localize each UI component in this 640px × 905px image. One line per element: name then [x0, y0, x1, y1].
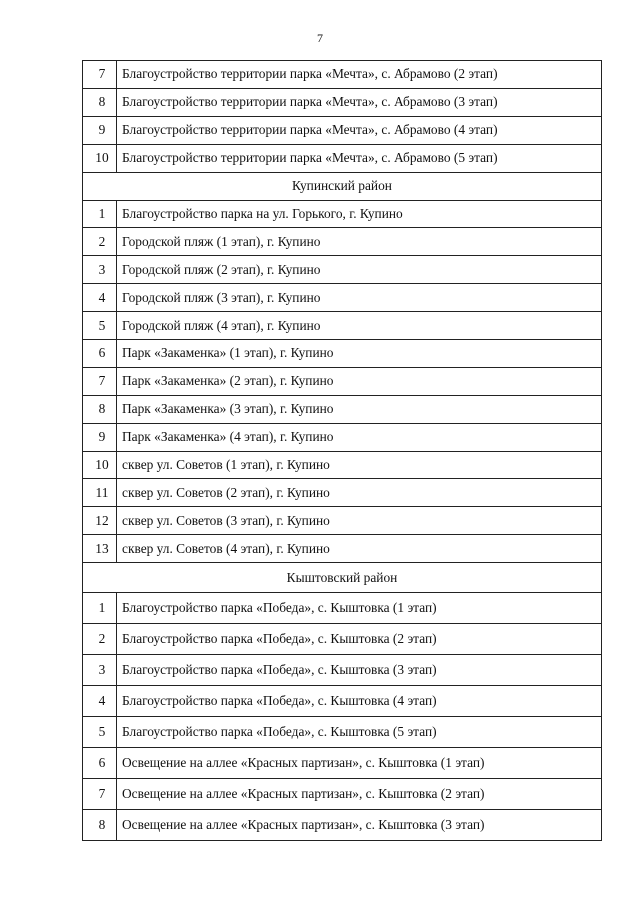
district-header: Купинский район [83, 172, 602, 200]
table-row [83, 395, 602, 423]
table-row [83, 200, 602, 228]
row-number: 10 [83, 451, 117, 479]
row-number: 2 [83, 228, 117, 256]
row-number: 5 [83, 717, 117, 748]
table-row [83, 810, 602, 841]
row-name: Благоустройство территории парка «Мечта», с. Абрамово (4 этап) [117, 116, 602, 144]
table-row [83, 479, 602, 507]
table-row [83, 228, 602, 256]
district-header-row [83, 563, 602, 593]
table-row [83, 748, 602, 779]
row-number: 8 [83, 810, 117, 841]
table-row [83, 367, 602, 395]
row-name: Освещение на аллее «Красных партизан», с. Кыштовка (2 этап) [117, 779, 602, 810]
row-number: 7 [83, 61, 117, 89]
table-row [83, 423, 602, 451]
table-row [83, 340, 602, 368]
row-number: 8 [83, 88, 117, 116]
row-number: 11 [83, 479, 117, 507]
row-name: Благоустройство парка «Победа», с. Кыштовка (3 этап) [117, 655, 602, 686]
row-number: 6 [83, 748, 117, 779]
row-number: 4 [83, 284, 117, 312]
row-name: Городской пляж (2 этап), г. Купино [117, 256, 602, 284]
table-group-continued [83, 61, 602, 173]
table-row [83, 144, 602, 172]
row-name: Благоустройство парка «Победа», с. Кыштовка (1 этап) [117, 593, 602, 624]
table-row [83, 284, 602, 312]
table-group-kupinsky [83, 172, 602, 563]
row-number: 12 [83, 507, 117, 535]
row-number: 10 [83, 144, 117, 172]
row-name: Благоустройство территории парка «Мечта», с. Абрамово (2 этап) [117, 61, 602, 89]
table-row [83, 593, 602, 624]
row-number: 3 [83, 256, 117, 284]
row-name: Освещение на аллее «Красных партизан», с. Кыштовка (3 этап) [117, 810, 602, 841]
table-row [83, 686, 602, 717]
row-name: Благоустройство территории парка «Мечта», с. Абрамово (3 этап) [117, 88, 602, 116]
row-name: сквер ул. Советов (4 этап), г. Купино [117, 535, 602, 563]
row-name: сквер ул. Советов (3 этап), г. Купино [117, 507, 602, 535]
row-number: 9 [83, 423, 117, 451]
row-number: 2 [83, 624, 117, 655]
table-row [83, 624, 602, 655]
table-row [83, 88, 602, 116]
projects-table [82, 60, 602, 841]
table-row [83, 312, 602, 340]
row-name: сквер ул. Советов (1 этап), г. Купино [117, 451, 602, 479]
row-number: 1 [83, 593, 117, 624]
row-name: Освещение на аллее «Красных партизан», с. Кыштовка (1 этап) [117, 748, 602, 779]
district-header-row [83, 172, 602, 200]
table-group-kyshtovsky [83, 563, 602, 841]
row-name: Парк «Закаменка» (1 этап), г. Купино [117, 340, 602, 368]
row-name: Парк «Закаменка» (4 этап), г. Купино [117, 423, 602, 451]
table-row [83, 535, 602, 563]
row-number: 7 [83, 367, 117, 395]
row-name: Городской пляж (3 этап), г. Купино [117, 284, 602, 312]
row-name: сквер ул. Советов (2 этап), г. Купино [117, 479, 602, 507]
table-row [83, 451, 602, 479]
table-row [83, 507, 602, 535]
row-number: 4 [83, 686, 117, 717]
table-row [83, 116, 602, 144]
row-number: 9 [83, 116, 117, 144]
row-number: 1 [83, 200, 117, 228]
row-name: Благоустройство территории парка «Мечта», с. Абрамово (5 этап) [117, 144, 602, 172]
row-number: 6 [83, 340, 117, 368]
table-row [83, 717, 602, 748]
row-number: 13 [83, 535, 117, 563]
district-header: Кыштовский район [83, 563, 602, 593]
row-number: 8 [83, 395, 117, 423]
row-number: 7 [83, 779, 117, 810]
row-number: 5 [83, 312, 117, 340]
row-name: Городской пляж (4 этап), г. Купино [117, 312, 602, 340]
row-name: Парк «Закаменка» (2 этап), г. Купино [117, 367, 602, 395]
table-row [83, 779, 602, 810]
page-number: 7 [317, 31, 323, 45]
table-row [83, 61, 602, 89]
table-row [83, 256, 602, 284]
row-name: Благоустройство парка на ул. Горького, г. Купино [117, 200, 602, 228]
row-name: Благоустройство парка «Победа», с. Кыштовка (5 этап) [117, 717, 602, 748]
row-name: Благоустройство парка «Победа», с. Кыштовка (4 этап) [117, 686, 602, 717]
row-number: 3 [83, 655, 117, 686]
row-name: Благоустройство парка «Победа», с. Кыштовка (2 этап) [117, 624, 602, 655]
row-name: Городской пляж (1 этап), г. Купино [117, 228, 602, 256]
row-name: Парк «Закаменка» (3 этап), г. Купино [117, 395, 602, 423]
table-row [83, 655, 602, 686]
